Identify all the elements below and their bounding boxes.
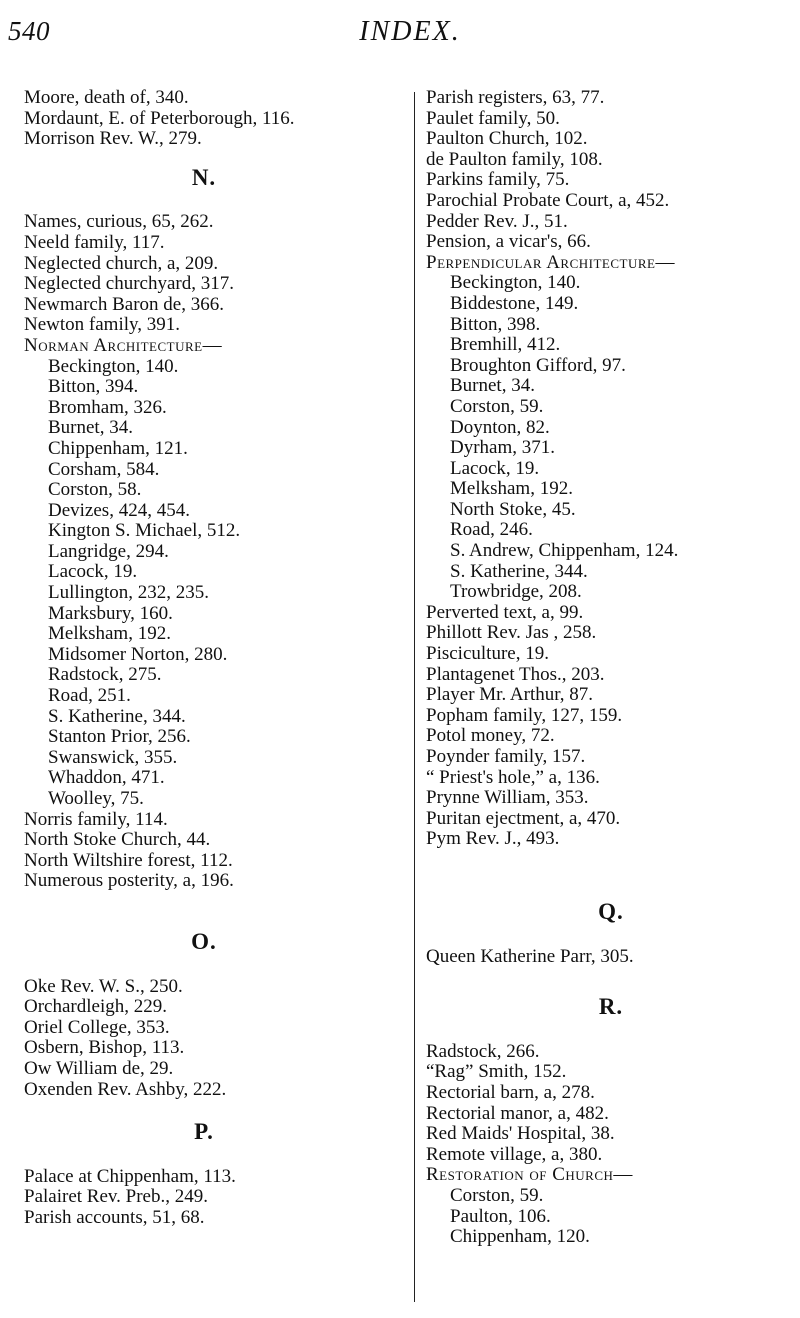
index-entry: Palace at Chippenham, 113. (24, 1165, 236, 1187)
index-subentry: Radstock, 275. (48, 664, 162, 686)
index-subentry: S. Katherine, 344. (450, 560, 588, 582)
index-entry: Paulton Church, 102. (426, 128, 588, 150)
index-subentry: Corston, 58. (48, 479, 142, 501)
index-entry: Newmarch Baron de, 366. (24, 293, 224, 315)
index-subentry: Corston, 59. (450, 1184, 544, 1206)
section-heading-o: O. (191, 928, 217, 954)
index-entry: Red Maids' Hospital, 38. (426, 1123, 615, 1145)
index-subentry: Burnet, 34. (48, 417, 133, 439)
index-entry: Radstock, 266. (426, 1040, 540, 1062)
index-entry: Plantagenet Thos., 203. (426, 663, 605, 685)
index-subentry: Bitton, 398. (450, 313, 541, 335)
index-subentry: Midsomer Norton, 280. (48, 643, 228, 665)
index-subentry: Bitton, 394. (48, 376, 139, 398)
r-entries (426, 1042, 796, 1166)
index-entry: Pym Rev. J., 493. (426, 828, 560, 850)
index-subentry: Devizes, 424, 454. (48, 499, 190, 521)
index-subentry: Bromham, 326. (48, 396, 167, 418)
index-entry: Pisciculture, 19. (426, 643, 549, 665)
index-entry: Ow William de, 29. (24, 1057, 174, 1079)
index-entry: Rectorial barn, a, 278. (426, 1081, 595, 1103)
index-entry: Neglected church, a, 209. (24, 252, 219, 274)
index-entry: Parish accounts, 51, 68. (24, 1206, 205, 1228)
m-section-tail (24, 88, 404, 150)
index-entry: Player Mr. Arthur, 87. (426, 684, 594, 706)
index-subentry: North Stoke, 45. (450, 498, 576, 520)
index-entry: Perverted text, a, 99. (426, 601, 584, 623)
page-header (0, 10, 800, 50)
index-subentry: Swanswick, 355. (48, 746, 178, 768)
index-entry: Parish registers, 63, 77. (426, 87, 605, 108)
running-title: INDEX. (359, 16, 461, 47)
index-entry: North Stoke Church, 44. (24, 829, 211, 851)
index-subentry: S. Andrew, Chippenham, 124. (450, 540, 679, 562)
section-heading-r: R. (598, 994, 624, 1020)
index-entry: Oriel College, 353. (24, 1016, 170, 1038)
index-subentry: Marksbury, 160. (48, 602, 173, 624)
index-column-right (426, 88, 796, 1248)
index-entry: Newton family, 391. (24, 314, 181, 336)
index-entry: Poynder family, 157. (426, 746, 586, 767)
index-subentry: Kington S. Michael, 512. (48, 520, 241, 542)
restoration-of-church-subentries (426, 1186, 796, 1248)
index-entry: de Paulton family, 108. (426, 148, 603, 170)
index-entry: Popham family, 127, 159. (426, 704, 623, 726)
index-entry: Orchardleigh, 229. (24, 996, 167, 1018)
index-subentry: Road, 251. (48, 685, 131, 707)
index-entry: Rectorial manor, a, 482. (426, 1102, 609, 1124)
page-number: 540 (8, 16, 50, 46)
index-entry: Parochial Probate Court, a, 452. (426, 189, 670, 211)
index-subentry: S. Katherine, 344. (48, 705, 186, 727)
index-entry: Oxenden Rev. Ashby, 222. (24, 1078, 227, 1100)
index-subentry: Broughton Gifford, 97. (450, 354, 626, 376)
index-entry: Moore, death of, 340. (24, 87, 189, 108)
index-subentry: Stanton Prior, 256. (48, 726, 191, 748)
index-subentry: Doynton, 82. (450, 416, 550, 438)
q-entries (426, 947, 796, 968)
norman-architecture-subentries (24, 357, 404, 810)
restoration-of-church-label: Restoration of Church— (426, 1164, 633, 1186)
index-entry: Prynne William, 353. (426, 787, 589, 809)
index-subentry: Biddestone, 149. (450, 292, 579, 314)
index-subentry: Trowbridge, 208. (450, 581, 582, 603)
index-subentry: Road, 246. (450, 519, 533, 541)
column-divider (414, 92, 415, 1302)
index-subentry: Woolley, 75. (48, 788, 144, 809)
index-entry: Queen Katherine Parr, 305. (426, 945, 634, 967)
index-subentry: Chippenham, 120. (450, 1226, 590, 1248)
index-subentry: Langridge, 294. (48, 540, 169, 562)
index-subentry: Melksham, 192. (450, 478, 573, 500)
index-entry: Paulet family, 50. (426, 107, 560, 129)
index-subentry: Chippenham, 121. (48, 437, 188, 459)
p-entries-1 (426, 88, 796, 253)
index-subentry: Corsham, 584. (48, 458, 160, 480)
index-subentry: Beckington, 140. (450, 272, 581, 294)
index-column-left (24, 88, 404, 1229)
index-subentry: Bremhill, 412. (450, 334, 561, 356)
index-entry: Palairet Rev. Preb., 249. (24, 1186, 208, 1208)
section-heading-n: N. (191, 164, 217, 190)
n-entries-1 (24, 212, 404, 336)
index-entry: Names, curious, 65, 262. (24, 211, 214, 233)
index-entry: Mordaunt, E. of Peterborough, 116. (24, 107, 295, 129)
index-entry: Phillott Rev. Jas , 258. (426, 622, 597, 644)
index-entry: Remote village, a, 380. (426, 1143, 603, 1165)
index-entry: Neeld family, 117. (24, 231, 165, 253)
index-subentry: Lacock, 19. (48, 561, 138, 583)
index-subentry: Paulton, 106. (450, 1205, 551, 1227)
n-entries-2 (24, 810, 404, 892)
index-entry: North Wiltshire forest, 112. (24, 849, 233, 871)
index-entry: Oke Rev. W. S., 250. (24, 975, 183, 997)
o-entries (24, 977, 404, 1101)
p-entries-2 (426, 603, 796, 850)
index-entry: Pedder Rev. J., 51. (426, 210, 568, 232)
index-entry: Neglected churchyard, 317. (24, 273, 234, 295)
index-entry: Morrison Rev. W., 279. (24, 128, 202, 150)
index-subentry: Whaddon, 471. (48, 767, 165, 789)
index-entry: “ Priest's hole,” a, 136. (426, 766, 600, 788)
index-subentry: Corston, 59. (450, 395, 544, 417)
index-subentry: Burnet, 34. (450, 375, 535, 397)
section-heading-p: P. (194, 1119, 214, 1145)
norman-architecture-label: Norman Architecture— (24, 334, 223, 356)
index-entry: Puritan ejectment, a, 470. (426, 807, 621, 829)
index-subentry: Beckington, 140. (48, 355, 179, 377)
index-entry: Osbern, Bishop, 113. (24, 1037, 185, 1059)
perpendicular-architecture-subentries (426, 273, 796, 603)
section-heading-q: Q. (598, 898, 624, 924)
index-entry: “Rag” Smith, 152. (426, 1061, 567, 1083)
index-subentry: Lacock, 19. (450, 457, 540, 479)
index-entry: Potol money, 72. (426, 725, 555, 747)
index-subentry: Lullington, 232, 235. (48, 582, 209, 604)
p-entries-left (24, 1167, 404, 1229)
index-subentry: Melksham, 192. (48, 623, 171, 645)
index-entry: Pension, a vicar's, 66. (426, 231, 591, 253)
index-entry: Norris family, 114. (24, 808, 168, 830)
index-subentry: Dyrham, 371. (450, 437, 556, 459)
perpendicular-architecture-label: Perpendicular Architecture— (426, 251, 675, 273)
index-entry: Parkins family, 75. (426, 169, 570, 191)
index-entry: Numerous posterity, a, 196. (24, 870, 234, 892)
